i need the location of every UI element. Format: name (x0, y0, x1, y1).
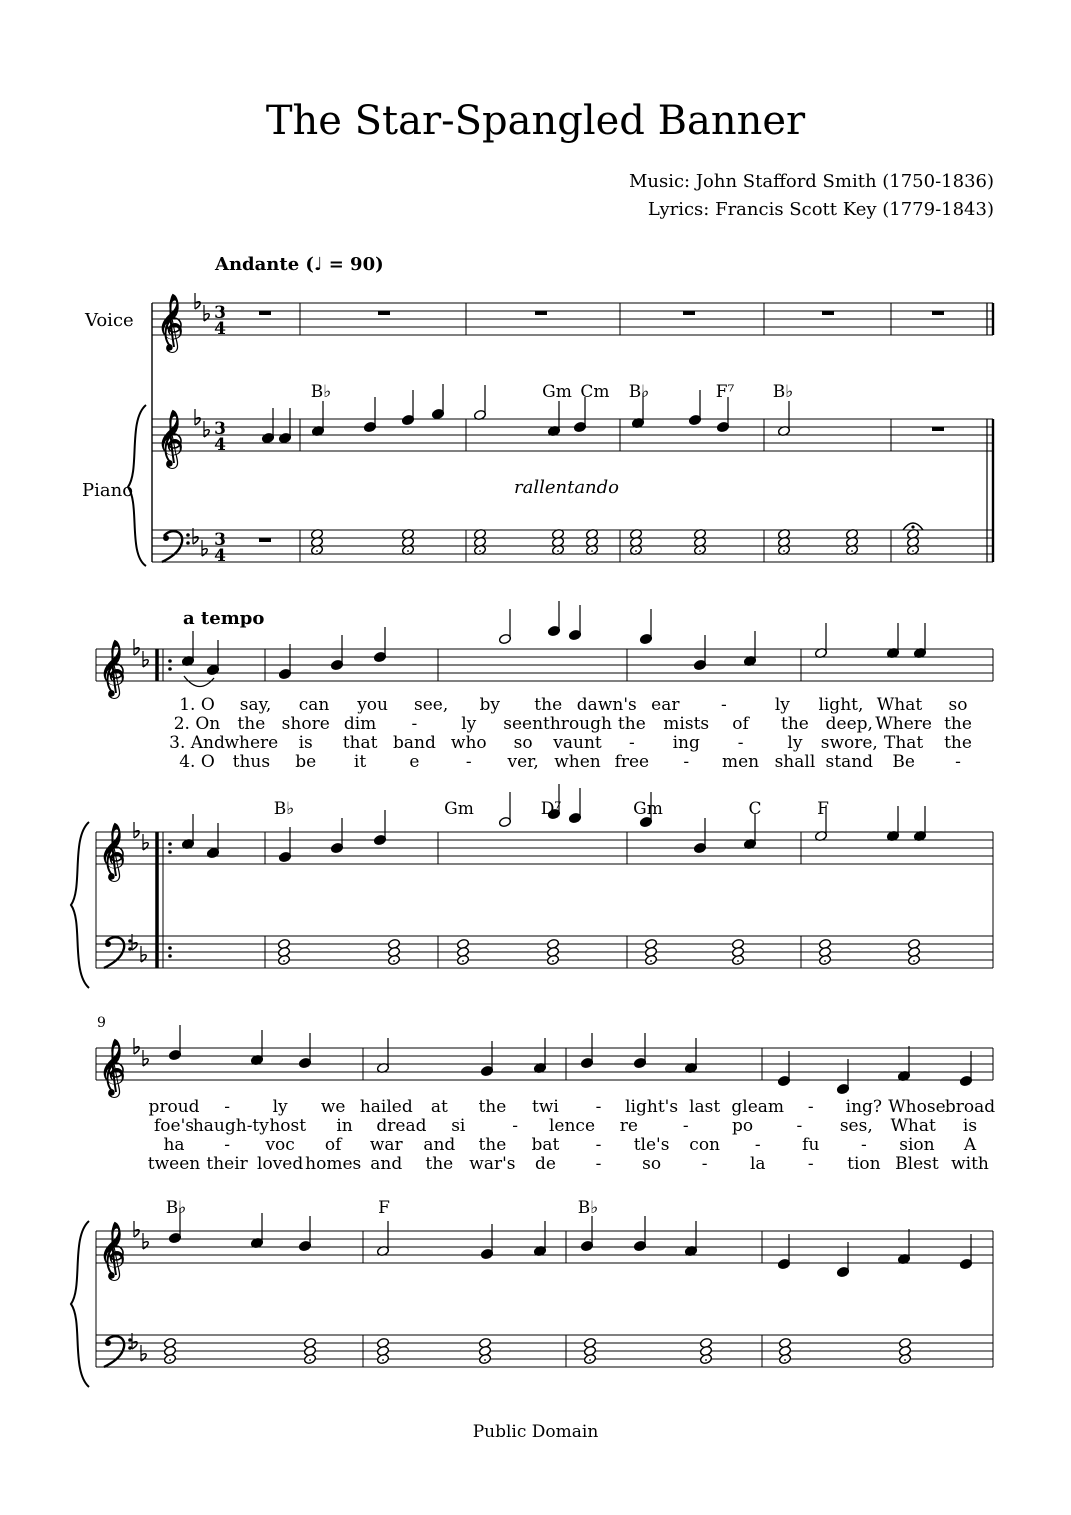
lyric-syllable: the (425, 1154, 454, 1174)
lyric-syllable: A (963, 1135, 977, 1155)
lyric-syllable: see, (414, 695, 449, 715)
lyric-syllable: can (298, 695, 330, 715)
lyric-syllable: - (411, 714, 418, 734)
lyric-syllable: tle's (633, 1135, 670, 1155)
lyric-syllable: ear (651, 695, 680, 715)
repeat-dot (168, 954, 172, 958)
staff-lines (96, 303, 996, 1367)
lyric-syllable: ver, (507, 752, 539, 772)
chord-symbol: Gm (633, 799, 663, 819)
lyric-syllable: of (324, 1135, 342, 1155)
lyric-syllable: is (298, 733, 313, 753)
flat-sign-bowl (143, 660, 148, 667)
lyric-syllable: with (951, 1154, 989, 1174)
a-tempo-marking: a tempo (183, 608, 265, 629)
score-title: The Star-Spangled Banner (265, 98, 806, 144)
lyric-syllable: free (614, 752, 650, 772)
lyric-syllable: tween (147, 1154, 201, 1174)
lyrics (148, 695, 995, 1174)
bass-clef-dot-upper (186, 533, 190, 537)
lyric-syllable: the (478, 1135, 507, 1155)
lyric-syllable: dawn's (576, 695, 637, 715)
lyric-syllable: foe's (154, 1116, 194, 1136)
barlines (96, 303, 996, 1367)
treble-clef: 𝄞 (97, 1040, 127, 1096)
bass-clef-dot-lower (128, 947, 132, 951)
clefs-and-signatures (98, 293, 226, 1367)
lyric-syllable: you (357, 695, 389, 715)
lyric-syllable: That (884, 733, 924, 753)
lyric-syllable: bat (531, 1135, 560, 1155)
lyric-syllable: that (342, 733, 378, 753)
bass-clef-dot-upper (128, 939, 132, 943)
lyric-syllable: la (749, 1154, 766, 1174)
lyric-syllable: si (451, 1116, 466, 1136)
flat-sign-bowl (204, 314, 209, 321)
lyric-syllable: thus (232, 752, 271, 772)
chord-symbol: C (748, 799, 762, 819)
lyric-syllable: - (595, 1154, 602, 1174)
time-signature-denominator: 4 (214, 319, 226, 339)
measure-number: 9 (97, 1015, 106, 1031)
notes (163, 311, 972, 1365)
flat-sign-bowl (204, 430, 209, 437)
lyric-syllable: - (796, 1116, 803, 1136)
lyric-syllable: de (534, 1154, 556, 1174)
time-signature-denominator: 4 (214, 435, 226, 455)
lyric-syllable: - (754, 1135, 761, 1155)
lyric-syllable: the (944, 733, 972, 753)
rallentando-marking: rallentando (514, 477, 620, 498)
composer-credit: Music: John Stafford Smith (1750-1836) (628, 171, 994, 192)
repeat-dot (168, 946, 172, 950)
flat-sign-bowl (202, 549, 207, 556)
lyric-syllable: where (224, 733, 279, 753)
lyric-syllable: tion (847, 1154, 881, 1174)
repeat-dot (168, 842, 172, 846)
repeat-dot (168, 850, 172, 854)
treble-clef: 𝄞 (155, 411, 185, 467)
repeat-dot (168, 667, 172, 671)
treble-clef: 𝄞 (97, 824, 127, 880)
lyric-syllable: when (554, 752, 601, 772)
lyric-syllable: - (682, 1116, 689, 1136)
lyric-syllable: ly (774, 695, 790, 715)
lyricist-credit: Lyrics: Francis Scott Key (1779-1843) (647, 199, 994, 220)
lyric-syllable: ing? (845, 1097, 883, 1117)
lyric-syllable: seen (503, 714, 544, 734)
lyric-syllable: men (722, 752, 760, 772)
lyric-syllable: who (450, 733, 487, 753)
bass-clef-dot (163, 535, 169, 541)
time-signature-denominator: 4 (214, 546, 226, 566)
lyric-syllable: the (944, 714, 972, 734)
lyric-syllable: sion (899, 1135, 935, 1155)
lyric-syllable: light's (625, 1097, 679, 1117)
chord-symbol: B♭ (577, 1198, 599, 1218)
treble-clef: 𝄞 (97, 641, 127, 697)
lyric-syllable: twi (532, 1097, 559, 1117)
flat-sign-bowl (143, 1242, 148, 1249)
flat-sign-bowl (141, 1354, 146, 1361)
lyric-syllable: so (513, 733, 533, 753)
lyric-syllable: war (369, 1135, 403, 1155)
lyric-syllable: - (224, 1135, 230, 1155)
lyric-syllable: ses, (839, 1116, 873, 1136)
chord-symbol: B♭ (165, 1198, 187, 1218)
lyric-syllable: voc (265, 1135, 295, 1155)
lyric-syllable: Whose (888, 1097, 946, 1117)
time-signature-numerator: 3 (214, 530, 226, 550)
chord-symbols (166, 382, 829, 1218)
bass-clef-dot (105, 941, 111, 947)
lyric-syllable: fu (802, 1135, 820, 1155)
lyric-syllable: of (732, 714, 749, 734)
lyric-syllable: stand (825, 752, 874, 772)
lyric-syllable: hailed (359, 1097, 413, 1117)
chord-symbol: F⁷ (715, 382, 735, 402)
tempo-marking: Andante (♩ = 90) (215, 254, 384, 275)
lyric-syllable: shore (281, 714, 330, 734)
lyric-syllable: ly (461, 714, 477, 734)
lyric-syllable: so (642, 1154, 662, 1174)
piano-instrument-label: Piano (82, 480, 134, 501)
treble-clef: 𝄞 (97, 1223, 127, 1279)
lyric-syllable: e (409, 752, 420, 772)
lyric-syllable: - (737, 733, 744, 753)
lyric-syllable: mists (663, 714, 710, 734)
lyric-syllable: the (617, 714, 646, 734)
lyric-syllable: we (320, 1097, 346, 1117)
lyric-syllable: 1. O (179, 695, 215, 715)
lyric-syllable: gleam (731, 1097, 785, 1117)
lyric-syllable: the (781, 714, 809, 734)
lyric-syllable: ly (272, 1097, 288, 1117)
bass-clef-dot (105, 1340, 111, 1346)
chord-symbol: Gm (542, 382, 572, 402)
chord-symbol: B♭ (310, 382, 332, 402)
whole-rest (683, 311, 695, 315)
lyric-syllable: dread (376, 1116, 427, 1136)
lyric-syllable: What (876, 695, 923, 715)
repeat-dot (168, 659, 172, 663)
lyric-syllable: proud (148, 1097, 200, 1117)
lyric-syllable: ly (787, 733, 803, 753)
lyric-syllable: so (948, 695, 968, 715)
lyric-syllable: - (465, 752, 472, 772)
whole-rest (535, 311, 547, 315)
chord-symbol: Gm (444, 799, 474, 819)
lyric-syllable: - (512, 1116, 519, 1136)
lyric-syllable: - (224, 1097, 230, 1117)
lyric-syllable: is (962, 1116, 978, 1136)
footer-copyright: Public Domain (472, 1422, 599, 1442)
lyric-syllable: Where (875, 714, 932, 734)
lyric-syllable: the (478, 1097, 507, 1117)
lyric-syllable: ha (163, 1135, 185, 1155)
lyric-syllable: What (890, 1116, 936, 1136)
lyric-syllable: po (732, 1116, 754, 1136)
lyric-syllable: 3. And (169, 733, 225, 753)
whole-rest (378, 311, 390, 315)
lyric-syllable: lence (548, 1116, 596, 1136)
piano-brace (71, 822, 89, 988)
whole-rest (259, 538, 271, 542)
whole-rest (259, 311, 271, 315)
time-signature-numerator: 3 (214, 303, 226, 323)
lyric-syllable: ing (672, 733, 700, 753)
lyric-syllable: deep, (825, 714, 873, 734)
lyric-syllable: 2. On (173, 714, 221, 734)
chord-symbol: F (817, 799, 829, 819)
lyric-syllable: band (392, 733, 436, 753)
lyric-syllable: and (370, 1154, 403, 1174)
flat-sign-bowl (143, 1059, 148, 1066)
lyric-syllable: broad (944, 1097, 996, 1117)
fermata-dot (911, 525, 914, 528)
bass-clef-dot-lower (186, 541, 190, 545)
chord-symbol: B♭ (273, 799, 295, 819)
lyric-syllable: - (807, 1154, 814, 1174)
voice-instrument-label: Voice (85, 310, 134, 331)
lyric-syllable: re (619, 1116, 638, 1136)
lyric-syllable: - (807, 1097, 814, 1117)
whole-rest (932, 427, 944, 431)
lyric-syllable: by (479, 695, 500, 715)
lyric-syllable: con (689, 1135, 721, 1155)
chord-symbol: B♭ (628, 382, 650, 402)
lyric-syllable: light, (818, 695, 864, 715)
lyric-syllable: be (295, 752, 317, 772)
lyric-syllable: - (683, 752, 690, 772)
chord-symbol: Cm (580, 382, 610, 402)
lyric-syllable: at (430, 1097, 448, 1117)
lyric-syllable: swore, (820, 733, 878, 753)
chord-symbol: B♭ (772, 382, 794, 402)
lyric-syllable: their (206, 1154, 248, 1174)
whole-rest (932, 311, 944, 315)
lyric-syllable: last (689, 1097, 721, 1117)
bass-clef-dot-upper (128, 1338, 132, 1342)
flat-sign-bowl (143, 843, 148, 850)
lyric-syllable: - (860, 1135, 867, 1155)
chord-symbol: F (378, 1198, 390, 1218)
lyric-syllable: the (237, 714, 266, 734)
time-signature-numerator: 3 (214, 419, 226, 439)
bass-clef-dot-lower (128, 1346, 132, 1350)
lyric-syllable: - (595, 1135, 602, 1155)
lyric-syllable: Blest (895, 1154, 939, 1174)
lyric-syllable: host (269, 1116, 307, 1136)
lyric-syllable: - (595, 1097, 602, 1117)
lyric-syllable: - (701, 1154, 708, 1174)
lyric-syllable: - (720, 695, 727, 715)
lyric-syllable: it (353, 752, 367, 772)
piano-brace (71, 1221, 89, 1387)
lyric-syllable: the (534, 695, 563, 715)
lyric-syllable: vaunt (553, 733, 602, 753)
lyric-syllable: loved (257, 1154, 304, 1174)
treble-clef: 𝄞 (155, 295, 185, 351)
lyric-syllable: say, (239, 695, 272, 715)
lyric-syllable: and (423, 1135, 456, 1155)
lyric-syllable: dim (343, 714, 377, 734)
chord-symbol: D⁷ (540, 799, 562, 819)
lyric-syllable: Be (892, 752, 915, 772)
lyric-syllable: in (336, 1116, 353, 1136)
lyric-syllable: 4. O (179, 752, 215, 772)
lyric-syllable: shall (774, 752, 816, 772)
lyric-syllable: war's (469, 1154, 516, 1174)
flat-sign-bowl (141, 955, 146, 962)
lyric-syllable: through (543, 714, 612, 734)
lyric-syllable: homes (305, 1154, 362, 1174)
lyric-syllable: - (955, 752, 961, 772)
lyric-syllable: - (628, 733, 635, 753)
lyric-syllable: haugh-ty (192, 1116, 269, 1136)
whole-rest (822, 311, 834, 315)
